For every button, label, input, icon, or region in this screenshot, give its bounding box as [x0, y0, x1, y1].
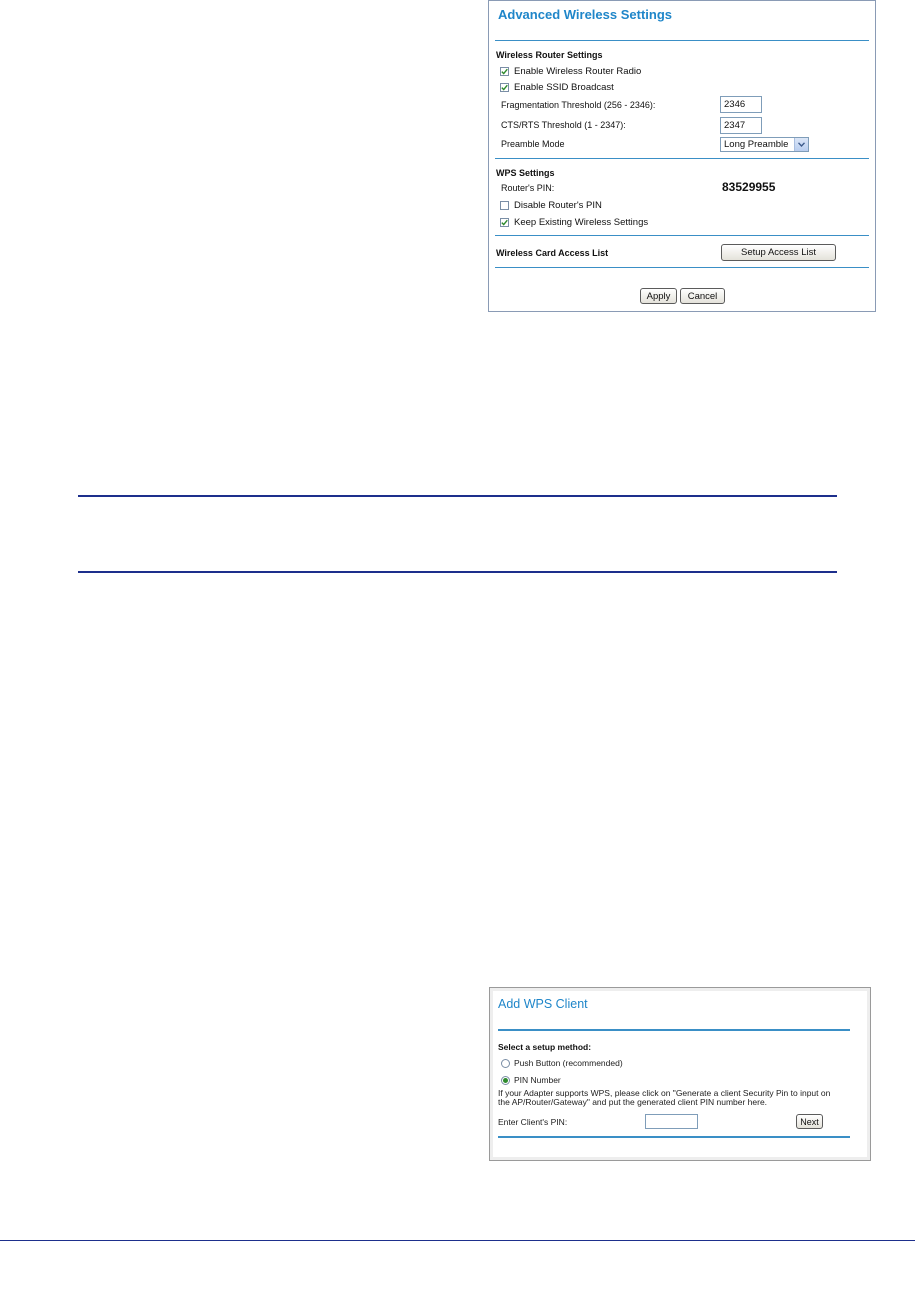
enable-ssid-checkbox[interactable]	[500, 83, 509, 92]
pin-number-radio[interactable]	[501, 1076, 510, 1085]
divider	[498, 1136, 850, 1138]
panel-title: Advanced Wireless Settings	[498, 7, 672, 22]
router-pin-value: 83529955	[722, 180, 776, 194]
fragmentation-threshold-input[interactable]	[720, 96, 762, 113]
note-bottom-rule	[78, 571, 837, 573]
divider	[495, 267, 869, 268]
enable-ssid-label: Enable SSID Broadcast	[514, 82, 614, 93]
next-button[interactable]: Next	[796, 1114, 823, 1129]
preamble-mode-value: Long Preamble	[724, 139, 789, 150]
help-text-line-1: If your Adapter supports WPS, please click on "Generate a client Security Pin to input on	[498, 1088, 831, 1098]
rts-threshold-input[interactable]	[720, 117, 762, 134]
section-title-wps: WPS Settings	[496, 168, 555, 178]
push-button-label: Push Button (recommended)	[514, 1058, 623, 1068]
disable-router-pin-checkbox[interactable]	[500, 201, 509, 210]
apply-button[interactable]: Apply	[640, 288, 677, 304]
rts-threshold-label: CTS/RTS Threshold (1 - 2347):	[501, 120, 626, 130]
client-pin-input[interactable]	[645, 1114, 698, 1129]
pin-number-label: PIN Number	[514, 1075, 561, 1085]
keep-existing-settings-checkbox[interactable]	[500, 218, 509, 227]
router-pin-label: Router's PIN:	[501, 183, 555, 193]
section-title-router: Wireless Router Settings	[496, 50, 603, 60]
keep-existing-settings-label: Keep Existing Wireless Settings	[514, 217, 649, 228]
note-top-rule	[78, 495, 837, 497]
radio-selected-dot	[503, 1078, 508, 1083]
footer-rule	[0, 1240, 915, 1241]
checkmark-icon	[501, 68, 508, 75]
checkmark-icon	[501, 219, 508, 226]
cancel-button[interactable]: Cancel	[680, 288, 725, 304]
preamble-mode-label: Preamble Mode	[501, 139, 565, 149]
divider	[498, 1029, 850, 1031]
advanced-wireless-settings-panel	[488, 0, 876, 312]
enable-radio-label: Enable Wireless Router Radio	[514, 66, 642, 77]
divider	[495, 158, 869, 159]
disable-router-pin-label: Disable Router's PIN	[514, 200, 602, 211]
push-button-radio[interactable]	[501, 1059, 510, 1068]
setup-access-list-button[interactable]: Setup Access List	[721, 244, 836, 261]
access-list-label: Wireless Card Access List	[496, 248, 609, 258]
chevron-down-icon[interactable]	[794, 138, 808, 151]
client-pin-label: Enter Client's PIN:	[498, 1117, 568, 1127]
divider	[495, 235, 869, 236]
add-wps-client-panel	[489, 987, 871, 1161]
panel-title: Add WPS Client	[498, 997, 588, 1011]
divider	[495, 40, 869, 41]
select-method-label: Select a setup method:	[498, 1042, 592, 1052]
preamble-mode-select[interactable]	[720, 137, 809, 152]
help-text-line-2: the AP/Router/Gateway" and put the generated client PIN number here.	[498, 1097, 768, 1107]
checkmark-icon	[501, 84, 508, 91]
fragmentation-threshold-label: Fragmentation Threshold (256 - 2346):	[501, 100, 656, 110]
enable-radio-checkbox[interactable]	[500, 67, 509, 76]
